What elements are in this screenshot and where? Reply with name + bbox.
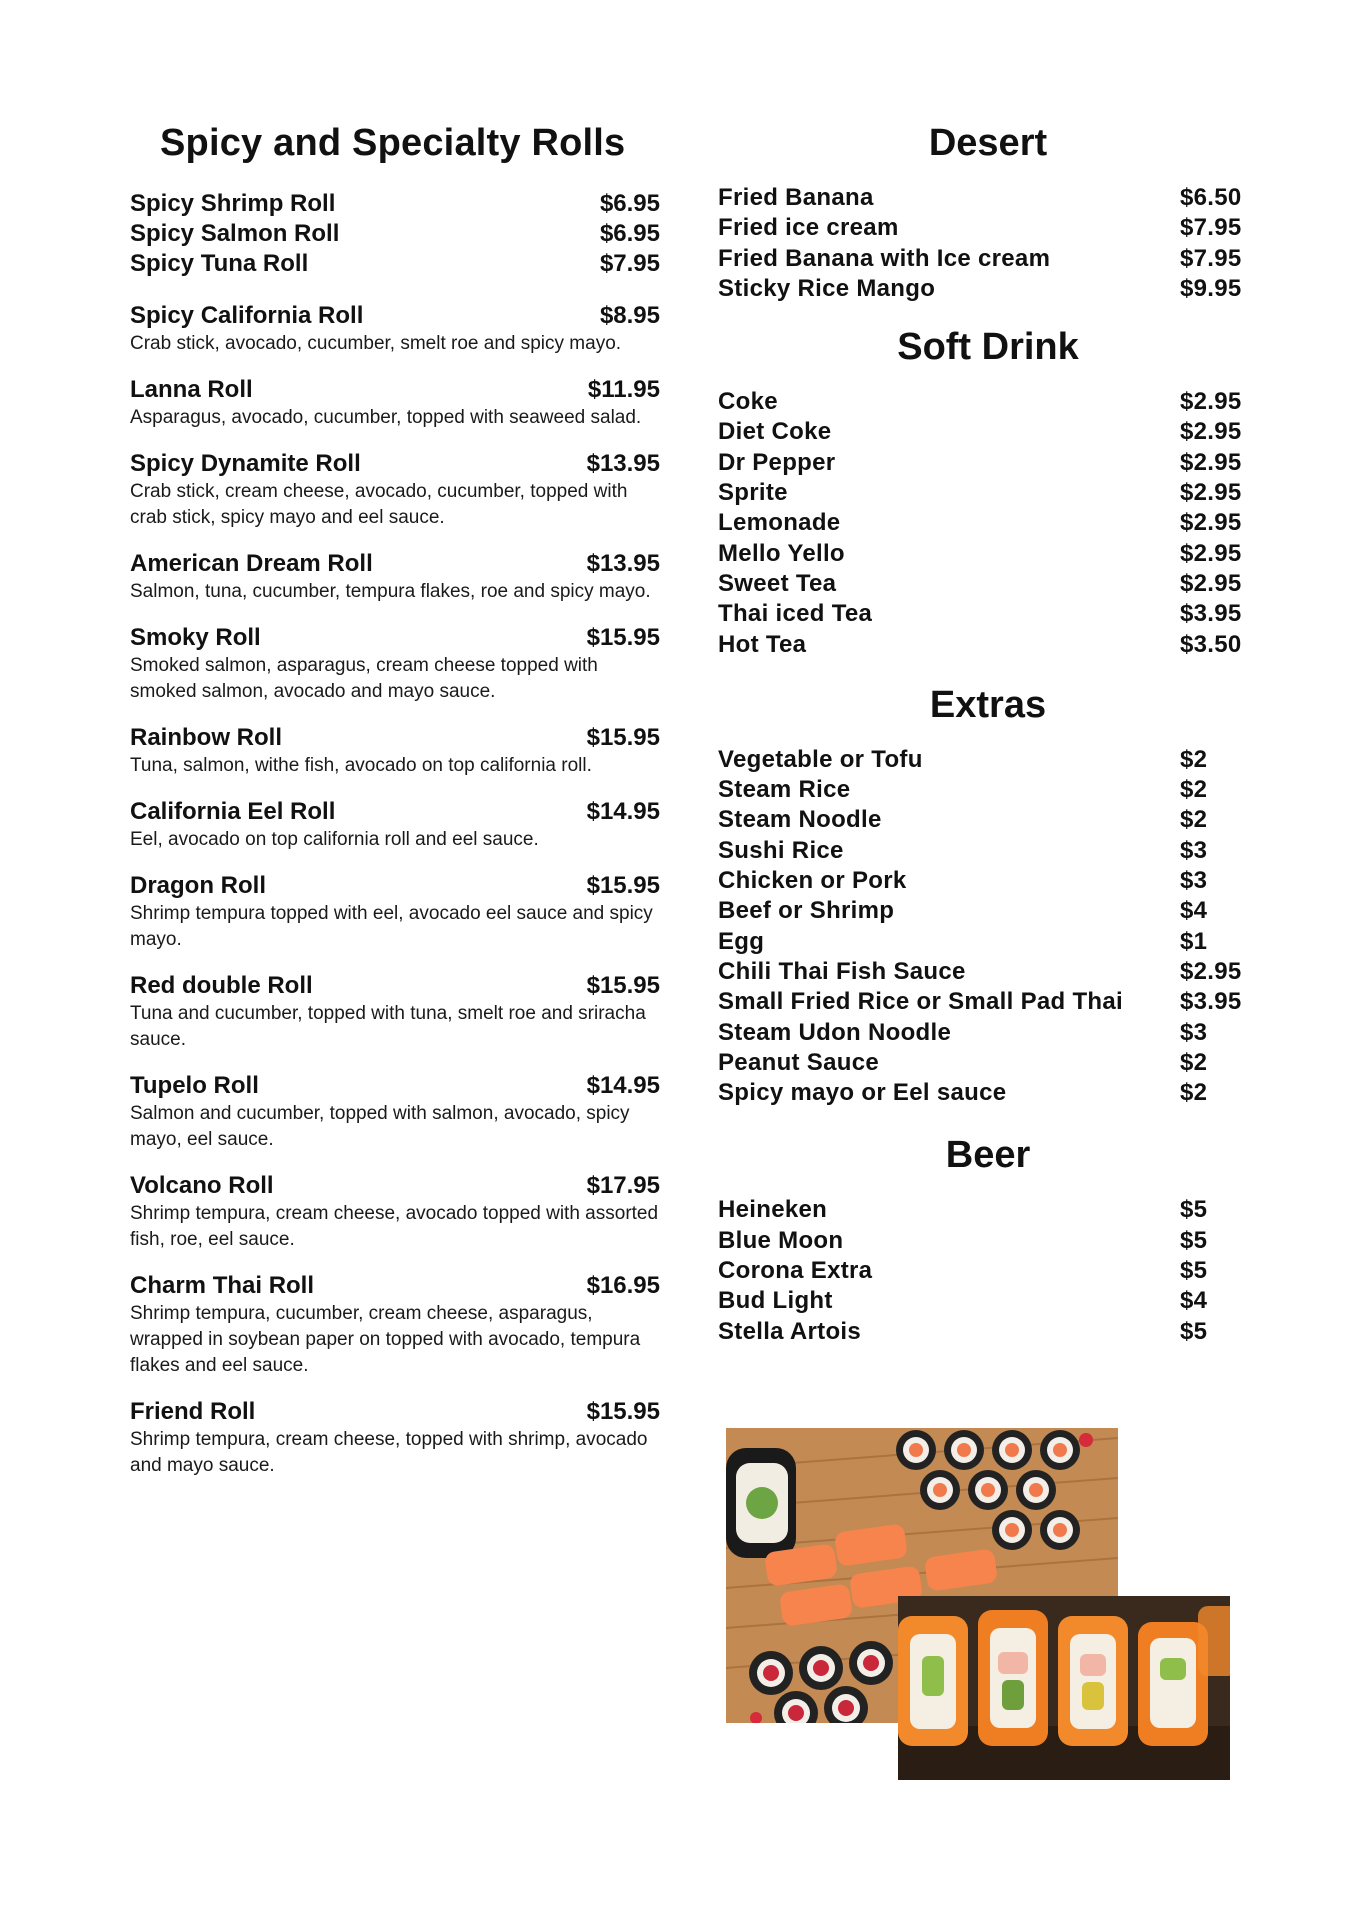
- item-description: Asparagus, avocado, cucumber, topped with seaweed salad.: [130, 407, 642, 428]
- menu-item: [130, 1071, 660, 1153]
- item-name: Spicy Dynamite Roll: [130, 450, 361, 477]
- menu-item: [130, 189, 660, 219]
- item-price: $2.95: [1180, 448, 1242, 476]
- menu-item: [130, 1171, 660, 1253]
- item-price: $2.95: [1180, 418, 1242, 446]
- menu-item: [718, 1256, 1248, 1286]
- item-description: Smoked salmon, asparagus, cream cheese topped with smoked salmon, avocado and mayo sauce.: [130, 655, 598, 702]
- item-price: $14.95: [586, 1072, 660, 1099]
- item-name: Fried Banana with Ice cream: [718, 244, 1051, 272]
- desert-heading: Desert: [928, 122, 1048, 164]
- menu-item: [130, 549, 660, 605]
- item-name: Sticky Rice Mango: [718, 274, 936, 302]
- extras-list: [718, 745, 1248, 1109]
- beer-heading: Beer: [945, 1134, 1031, 1177]
- item-name: Diet Coke: [718, 418, 832, 446]
- item-description: Crab stick, cream cheese, avocado, cucumber, topped with crab stick, spicy mayo and eel sauce.: [130, 481, 628, 528]
- item-price: $16.95: [586, 1272, 660, 1299]
- soft-drink-heading: Soft Drink: [897, 326, 1079, 369]
- item-price: $2.95: [1180, 539, 1242, 567]
- menu-item: [130, 1397, 660, 1479]
- item-name: Hot Tea: [718, 630, 807, 658]
- menu-item: [718, 183, 1248, 213]
- item-name: Rainbow Roll: [130, 724, 282, 751]
- menu-item: [718, 1078, 1248, 1108]
- menu-item: [130, 301, 660, 357]
- item-price: $2.95: [1180, 509, 1242, 537]
- menu-item: [718, 1195, 1248, 1225]
- item-price: $3.50: [1180, 630, 1242, 658]
- menu-item: [718, 1226, 1248, 1256]
- menu-item: [718, 630, 1248, 660]
- item-price: $15.95: [586, 1398, 660, 1425]
- item-price: $7.95: [599, 250, 660, 277]
- item-name: Egg: [718, 927, 765, 955]
- item-price: $13.95: [586, 550, 660, 577]
- specialty-rolls-column: [130, 122, 660, 1497]
- specialty-rolls-heading: Spicy and Specialty Rolls: [160, 122, 626, 164]
- item-name: Charm Thai Roll: [130, 1272, 315, 1299]
- item-price: $15.95: [586, 872, 660, 899]
- item-price: $5: [1180, 1257, 1208, 1285]
- item-price: $6.95: [599, 190, 660, 217]
- item-name: Heineken: [718, 1196, 828, 1224]
- item-price: $5: [1180, 1317, 1208, 1345]
- item-name: Smoky Roll: [130, 624, 261, 651]
- item-price: $2.95: [1180, 569, 1242, 597]
- item-name: Mello Yello: [718, 539, 845, 567]
- item-name: Chicken or Pork: [718, 867, 907, 895]
- item-price: $17.95: [586, 1172, 660, 1199]
- item-name: California Eel Roll: [130, 798, 336, 825]
- beer-list: [718, 1195, 1248, 1346]
- item-description: Tuna, salmon, withe fish, avocado on top california roll.: [130, 755, 592, 776]
- item-price: $2.95: [1180, 957, 1242, 985]
- menu-item: [718, 274, 1248, 304]
- drinks-extras-column: [718, 122, 1248, 1347]
- item-price: $5: [1180, 1196, 1208, 1224]
- menu-item: [130, 219, 660, 249]
- item-name: Sweet Tea: [718, 569, 837, 597]
- menu-item: [718, 1286, 1248, 1316]
- menu-item: [130, 1271, 660, 1379]
- item-name: Peanut Sauce: [718, 1048, 879, 1076]
- item-price: $2: [1180, 1048, 1208, 1076]
- item-name: Spicy Tuna Roll: [130, 250, 309, 277]
- item-name: Friend Roll: [130, 1398, 256, 1425]
- menu-item: [718, 1317, 1248, 1347]
- item-name: Chili Thai Fish Sauce: [718, 957, 966, 985]
- menu-item: [130, 249, 660, 279]
- item-description: Shrimp tempura, cream cheese, topped with shrimp, avocado and mayo sauce.: [130, 1429, 648, 1476]
- menu-item: [130, 797, 660, 853]
- item-price: $2.95: [1180, 479, 1242, 507]
- item-description: Salmon and cucumber, topped with salmon, avocado, spicy mayo, eel sauce.: [130, 1103, 630, 1150]
- item-price: $4: [1180, 1287, 1208, 1315]
- item-price: $3.95: [1180, 600, 1242, 628]
- menu-item: [718, 957, 1248, 987]
- item-name: Spicy Shrimp Roll: [130, 190, 336, 217]
- item-price: $2: [1180, 806, 1208, 834]
- item-price: $4: [1180, 897, 1208, 925]
- item-name: Tupelo Roll: [130, 1072, 259, 1099]
- item-price: $2: [1180, 745, 1208, 773]
- item-name: Volcano Roll: [130, 1172, 274, 1199]
- california-roll-photo: [898, 1596, 1230, 1780]
- item-price: $15.95: [586, 624, 660, 651]
- menu-item: [718, 1048, 1248, 1078]
- menu-item: [718, 745, 1248, 775]
- menu-item: [718, 896, 1248, 926]
- menu-item: [718, 987, 1248, 1017]
- menu-item: [718, 244, 1248, 274]
- menu-item: [718, 805, 1248, 835]
- item-description: Tuna and cucumber, topped with tuna, smelt roe and sriracha sauce.: [130, 1003, 646, 1050]
- item-description: Eel, avocado on top california roll and eel sauce.: [130, 829, 539, 850]
- item-name: Fried Banana: [718, 184, 874, 211]
- item-price: $6.50: [1180, 184, 1242, 211]
- menu-item: [718, 1018, 1248, 1048]
- item-price: $14.95: [586, 798, 660, 825]
- item-description: Shrimp tempura, cream cheese, avocado topped with assorted fish, roe, eel sauce.: [130, 1203, 659, 1250]
- menu-item: [718, 569, 1248, 599]
- extras-heading: Extras: [929, 683, 1047, 726]
- item-name: Small Fried Rice or Small Pad Thai: [718, 988, 1123, 1016]
- item-name: Red double Roll: [130, 972, 313, 999]
- item-price: $8.95: [599, 302, 660, 329]
- menu-item: [718, 599, 1248, 629]
- menu-item: [130, 375, 660, 431]
- item-price: $2: [1180, 1079, 1208, 1107]
- item-name: Sushi Rice: [718, 836, 844, 864]
- item-name: Steam Udon Noodle: [718, 1018, 952, 1046]
- menu-item: [718, 448, 1248, 478]
- item-price: $3: [1180, 867, 1208, 895]
- item-price: $7.95: [1180, 214, 1242, 242]
- soft-drink-list: [718, 387, 1248, 660]
- item-name: Bud Light: [718, 1287, 833, 1315]
- menu-item: [718, 478, 1248, 508]
- item-name: Thai iced Tea: [718, 600, 873, 628]
- item-name: Spicy mayo or Eel sauce: [718, 1079, 1007, 1107]
- menu-item: [718, 213, 1248, 243]
- item-price: $3: [1180, 1018, 1208, 1046]
- menu-item: [718, 417, 1248, 447]
- item-name: Dragon Roll: [130, 872, 266, 899]
- menu-item: [718, 836, 1248, 866]
- item-name: Lanna Roll: [130, 376, 253, 403]
- item-price: $6.95: [599, 220, 660, 247]
- item-price: $9.95: [1180, 274, 1242, 302]
- item-name: Stella Artois: [718, 1317, 862, 1345]
- item-price: $3: [1180, 836, 1208, 864]
- menu-item: [130, 723, 660, 779]
- item-name: Beef or Shrimp: [718, 897, 895, 925]
- menu-item: [718, 866, 1248, 896]
- sushi-photos: [726, 1428, 1231, 1780]
- item-price: $5: [1180, 1226, 1208, 1254]
- item-name: Steam Rice: [718, 776, 851, 804]
- item-name: Spicy Salmon Roll: [130, 220, 340, 247]
- menu-item: [130, 623, 660, 705]
- item-name: Vegetable or Tofu: [718, 745, 923, 773]
- item-description: Salmon, tuna, cucumber, tempura flakes, roe and spicy mayo.: [130, 581, 651, 602]
- menu-item: [130, 449, 660, 531]
- item-price: $2.95: [1180, 388, 1242, 416]
- menu-item: [718, 387, 1248, 417]
- simple-rolls-group: [130, 189, 660, 279]
- item-price: $11.95: [587, 376, 660, 403]
- item-name: Dr Pepper: [718, 448, 836, 476]
- item-price: $13.95: [586, 450, 660, 477]
- item-name: Lemonade: [718, 509, 841, 537]
- desert-list: [718, 183, 1248, 304]
- menu-item: [718, 508, 1248, 538]
- menu-item: [718, 539, 1248, 569]
- item-price: $7.95: [1180, 244, 1242, 272]
- item-description: Shrimp tempura, cucumber, cream cheese, asparagus, wrapped in soybean paper on topped with avocado, tempura flakes and eel sauce.: [130, 1303, 641, 1376]
- item-price: $3.95: [1180, 988, 1242, 1016]
- menu-item: [130, 971, 660, 1053]
- item-name: Blue Moon: [718, 1226, 844, 1254]
- menu-item: [130, 871, 660, 953]
- item-name: Sprite: [718, 479, 788, 507]
- item-name: Steam Noodle: [718, 806, 882, 834]
- item-description: Crab stick, avocado, cucumber, smelt roe and spicy mayo.: [130, 333, 622, 354]
- menu-item: [718, 775, 1248, 805]
- item-name: Coke: [718, 388, 778, 416]
- item-price: $2: [1180, 776, 1208, 804]
- item-description: Shrimp tempura topped with eel, avocado eel sauce and spicy mayo.: [130, 903, 653, 950]
- item-price: $15.95: [586, 972, 660, 999]
- item-name: Fried ice cream: [718, 214, 899, 242]
- item-name: Corona Extra: [718, 1257, 873, 1285]
- menu-item: [718, 927, 1248, 957]
- item-price: $1: [1180, 927, 1208, 955]
- item-price: $15.95: [586, 724, 660, 751]
- item-name: Spicy California Roll: [130, 302, 364, 329]
- item-name: American Dream Roll: [130, 550, 373, 577]
